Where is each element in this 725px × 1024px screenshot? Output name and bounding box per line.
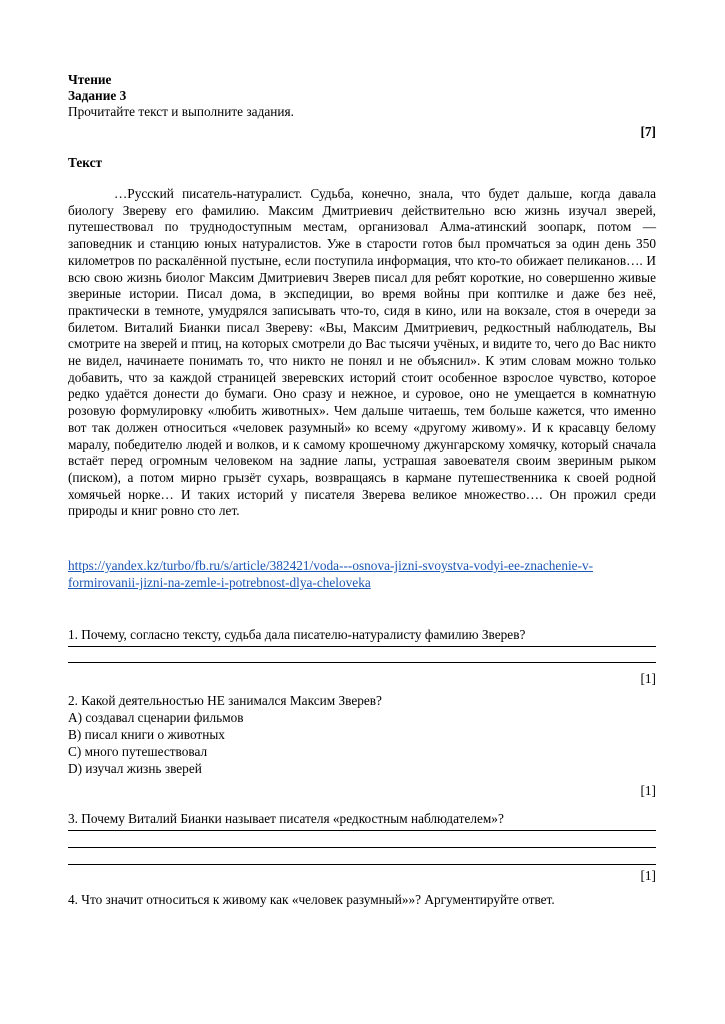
answer-line[interactable]: [68, 662, 656, 663]
question-3-text: 3. Почему Виталий Бианки называет писателя «редкостным наблюдателем»?: [68, 811, 504, 826]
question-1: [68, 627, 656, 687]
task-title: Задание 3: [68, 88, 127, 103]
question-3-score: [1]: [640, 868, 656, 883]
text-heading: Текст: [68, 155, 103, 170]
question-3: [68, 811, 656, 884]
question-2-score: [1]: [640, 783, 656, 798]
question-2-text: 2. Какой деятельностью НЕ занимался Максим Зверев?: [68, 693, 382, 708]
question-4: [68, 892, 656, 908]
question-2: [68, 693, 656, 799]
passage-paragraph: …Русский писатель-натуралист. Судьба, конечно, знала, что будет дальше, когда давала биологу Звереву его фамилию. Максим Дмитриевич действительно всю жизнь изучал зверей, путешествовал по труднодоступным местам, организовал Алма-атинский зоопарк, потом — заповедник и станцию юных натуралистов. Уже в старости готов был промчаться за один день 350 километров по раскалённой пустыне, если поступила информация, что кто-то обижает пеликанов…. И всю свою жизнь биолог Максим Дмитриевич Зверев писал для ребят короткие, но совершенно живые звериные истории. Писал дома, в экспедиции, во время войны при коптилке и даже без неё, практически в темноте, умудрялся записывать что-то, сидя в кино, или на вокзале, стоя в очереди за билетом. Виталий Бианки писал Звереву: «Вы, Максим Дмитриевич, редкостный наблюдатель, Вы смотрите на зверей и птиц, на которых смотрели до Вас тысячи учёных, и видите то, чего до Вас никто не видел, начинаете понимать то, что никто не понял и не объяснил». К этим словам можно только добавить, что за каждой страницей зверевских историй стоит особенное взрослое чувство, которое редко удаётся донести до бумаги. Оно сразу и нежное, и суровое, оно не умещается в комнатную розовую формулировку «любить животных». Чем дальше читаешь, тем больше кажется, что именно вот так должен относиться «человек разумный» ко всему «другому живому». И к красавцу белому маралу, победителю людей и волков, и к самому крошечному джунгарскому хомячку, который сначала встаёт перед огромным человеком на задние лапы, устрашая завоевателя своим звериным рыком (писком), а потом мирно грызёт сухарь, возвращаясь в кармане путешественника к своей родной хомячьей норке… И таких историй у писателя Зверева великое множество…. Он прожил среди природы и книг ровно сто лет.: [68, 186, 656, 519]
total-score: [7]: [640, 124, 656, 139]
option-d[interactable]: D) изучал жизнь зверей: [68, 761, 202, 776]
answer-line[interactable]: [68, 847, 656, 848]
answer-line[interactable]: [68, 830, 656, 831]
reading-passage: [68, 186, 656, 520]
option-a[interactable]: A) создавал сценарии фильмов: [68, 710, 244, 725]
option-c[interactable]: C) много путешествовал: [68, 744, 208, 759]
answer-line[interactable]: [68, 646, 656, 647]
source-link-line-1[interactable]: https://yandex.kz/turbo/fb.ru/s/article/382421/voda---osnova-jizni-svoystva-vodyi-ee-znachenie-v-: [68, 558, 594, 573]
answer-line[interactable]: [68, 864, 656, 865]
section-title: Чтение: [68, 72, 112, 87]
question-1-text: 1. Почему, согласно тексту, судьба дала писателю-натуралисту фамилию Зверев?: [68, 627, 526, 642]
source-link-line-2[interactable]: formirovanii-jizni-na-zemle-i-potrebnost-dlya-cheloveka: [68, 575, 371, 590]
task-instruction: Прочитайте текст и выполните задания.: [68, 104, 294, 119]
source-link[interactable]: [68, 557, 658, 591]
question-1-score: [1]: [640, 671, 656, 686]
question-4-text: 4. Что значит относиться к живому как «человек разумный»»? Аргументируйте ответ.: [68, 892, 555, 907]
option-b[interactable]: B) писал книги о животных: [68, 727, 225, 742]
